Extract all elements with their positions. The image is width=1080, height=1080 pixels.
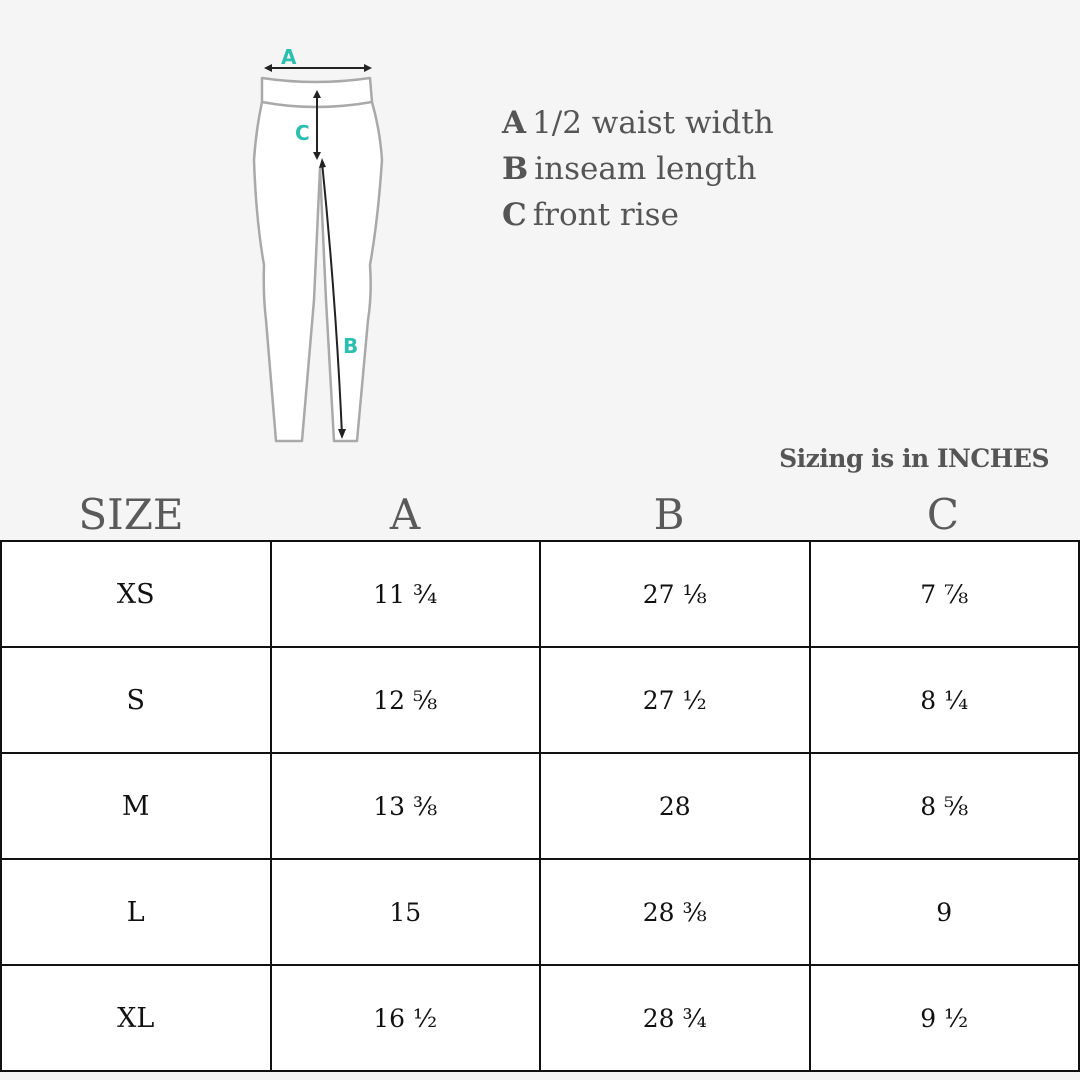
legend-row-a [502, 100, 774, 146]
legend-row-c [502, 192, 774, 238]
table-headers [0, 488, 1080, 542]
waist-cell: 11 ¾ [271, 541, 541, 647]
label-a: A [281, 45, 297, 69]
units-note: Sizing is in INCHES [779, 444, 1049, 473]
waist-cell: 16 ½ [271, 965, 541, 1071]
header-size: SIZE [78, 490, 184, 539]
legend-text: front rise [532, 197, 679, 233]
rise-cell: 9 [810, 859, 1080, 965]
legend-key: C [502, 197, 527, 233]
size-cell: M [1, 753, 271, 859]
waist-cell: 13 ⅜ [271, 753, 541, 859]
legend-text: inseam length [534, 151, 757, 187]
header-a: A [389, 490, 421, 539]
table-row [1, 541, 1079, 647]
legend-row-b [502, 146, 774, 192]
size-table [0, 540, 1080, 1072]
header-c: C [926, 490, 960, 539]
legend-key: A [502, 105, 527, 141]
rise-cell: 9 ½ [810, 965, 1080, 1071]
leggings-icon [240, 40, 400, 450]
rise-cell: 8 ¼ [810, 647, 1080, 753]
inseam-cell: 27 ½ [540, 647, 810, 753]
inseam-cell: 28 ⅜ [540, 859, 810, 965]
legend-text: 1/2 waist width [532, 105, 774, 141]
inseam-cell: 28 ¾ [540, 965, 810, 1071]
inseam-cell: 28 [540, 753, 810, 859]
table-row [1, 753, 1079, 859]
rise-cell: 8 ⅝ [810, 753, 1080, 859]
size-cell: XL [1, 965, 271, 1071]
leggings-diagram [240, 40, 400, 450]
table-row [1, 859, 1079, 965]
size-cell: XS [1, 541, 271, 647]
waist-cell: 15 [271, 859, 541, 965]
table-row [1, 965, 1079, 1071]
waist-cell: 12 ⅝ [271, 647, 541, 753]
label-c: C [295, 121, 310, 145]
legend-key: B [502, 151, 529, 187]
header-b: B [653, 490, 685, 539]
size-cell: L [1, 859, 271, 965]
measurement-legend [502, 100, 774, 238]
rise-cell: 7 ⅞ [810, 541, 1080, 647]
label-b: B [343, 334, 359, 358]
size-cell: S [1, 647, 271, 753]
table-row [1, 647, 1079, 753]
inseam-cell: 27 ⅛ [540, 541, 810, 647]
